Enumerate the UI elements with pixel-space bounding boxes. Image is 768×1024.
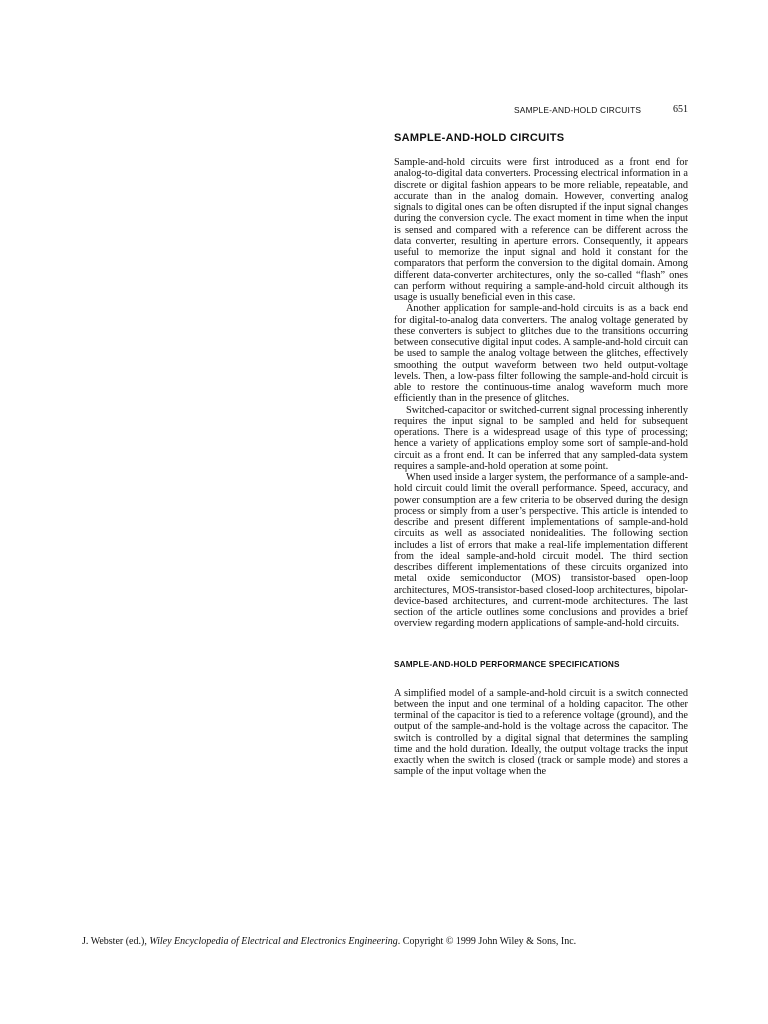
paragraph: A simplified model of a sample-and-hold circuit is a switch connected between the input and one terminal of a holding capacitor. The other terminal of the capacitor is tied to a reference voltage (ground), and the output of the sample-and-hold is the voltage across the capacitor. The switch is controlled by a digital signal that determines the sampling time and the hold duration. Ideally, the output voltage tracks the input exactly when the switch is closed (track or sample mode) and stores a sample of the input voltage when the bbox=[394, 687, 688, 778]
paragraph: Another application for sample-and-hold circuits is as a back end for digital-to-analog data converters. The analog voltage generated by these converters is subject to glitches due to the transitions occurring between consecutive digital input codes. A sample-and-hold circuit can be used to sample the analog voltage between the glitches, effectively smoothing the output waveform between two held output-voltage levels. Then, a low-pass filter following the sample-and-hold circuit is able to restore the continuous-time analog waveform much more efficiently than in the presence of glitches. bbox=[394, 303, 688, 405]
section-title: SAMPLE-AND-HOLD PERFORMANCE SPECIFICATIONS bbox=[394, 659, 620, 669]
section-body bbox=[394, 688, 688, 778]
paragraph: Sample-and-hold circuits were first introduced as a front end for analog-to-digital data converters. Processing electrical information in a discrete or digital fashion appears to be more reliable, repeatable, and accurate than in the analog domain. However, converting analog signals to digital ones can be often disrupted if the input signal changes during the conversion cycle. The exact moment in time when the input is sensed and compared with a reference can be different across the data converter, resulting in aperture errors. Consequently, it appears useful to memorize the input signal and hold it constant for the comparators that perform the conversion to the digital domain. Among different data-converter architectures, only the so-called “flash” ones can perform without requiring a sample-and-hold circuit although its usage is usually beneficial even in this case. bbox=[394, 157, 688, 303]
footer-editor: J. Webster (ed.), bbox=[82, 936, 150, 947]
paragraph: Switched-capacitor or switched-current signal processing inherently requires the input signal to be sampled and held for subsequent operations. There is a widespread usage of this type of processing; hence a variety of applications employ some sort of sample-and-hold circuit as a front end. It can be inferred that any sampled-data system requires a sample-and-hold operation at some point. bbox=[394, 404, 688, 472]
copyright-footer bbox=[82, 936, 702, 947]
article-title: SAMPLE-AND-HOLD CIRCUITS bbox=[394, 132, 565, 144]
text-column bbox=[394, 132, 688, 778]
paragraph: When used inside a larger system, the performance of a sample-and-hold circuit could limit the overall performance. Speed, accuracy, and power consumption are a few criteria to be observed during the design process or simply from a user’s perspective. This article is intended to describe and present different implementations of sample-and-hold circuits as well as associated nonidealities. The following section includes a list of errors that make a real-life implementation different from the ideal sample-and-hold circuit model. The third section describes different implementations of these circuits organized into metal oxide semiconductor (MOS) transistor-based open-loop architectures, MOS-transistor-based closed-loop architectures, bipolar-device-based architectures, and current-mode architectures. The last section of the article outlines some conclusions and provides a brief overview regarding modern applications of sample-and-hold circuits. bbox=[394, 472, 689, 630]
article-body bbox=[394, 157, 688, 630]
running-title: SAMPLE-AND-HOLD CIRCUITS bbox=[514, 105, 642, 115]
footer-copyright: . Copyright © 1999 John Wiley & Sons, Inc. bbox=[397, 936, 577, 947]
running-head bbox=[514, 105, 688, 121]
page-number: 651 bbox=[673, 104, 688, 115]
footer-source-title: Wiley Encyclopedia of Electrical and Electronics Engineering bbox=[149, 936, 398, 947]
